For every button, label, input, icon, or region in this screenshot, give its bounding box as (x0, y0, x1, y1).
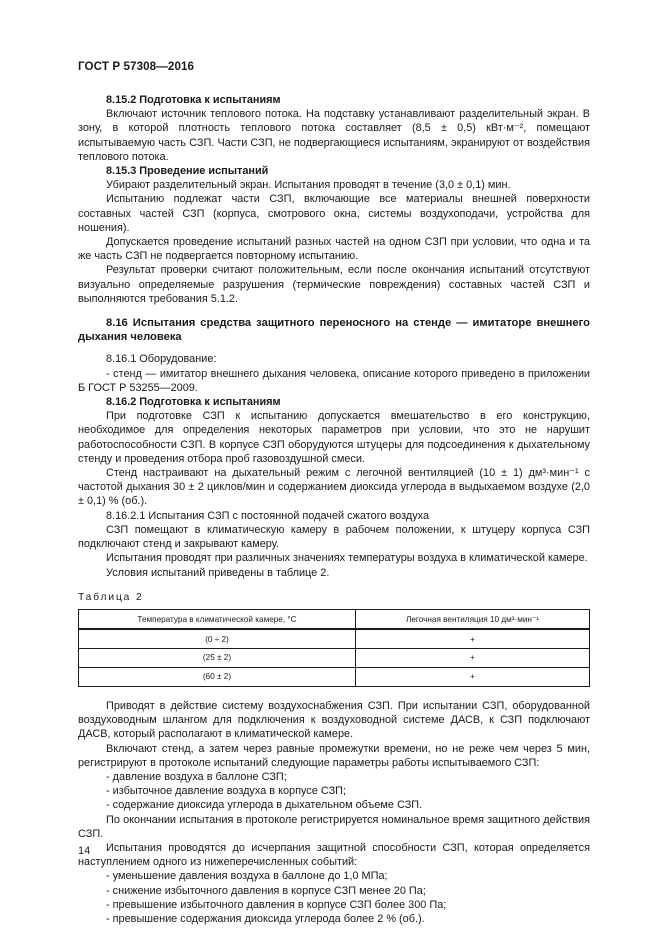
paragraph: Испытания проводятся до исчерпания защитной способности СЗП, которая определяется наступлением одного из нижеперечисленных событий: (78, 841, 590, 869)
table-caption: Таблица 2 (78, 591, 144, 603)
list-item: - превышение избыточного давления в корпусе СЗП более 300 Па; (106, 898, 447, 911)
paragraph: При подготовке СЗП к испытанию допускается вмешательство в его конструкцию, необходимое для определения некоторых параметров при условии, что это не нарушит работоспособности СЗП. В корпусе СЗП оборудуются штуцеры для подсоединения к дыхательному стенду и проведения отбора проб газовоздушной смеси. (78, 410, 590, 465)
table-cell: + (356, 629, 590, 648)
list-item: - уменьшение давления воздуха в баллоне до 1,0 МПа; (106, 870, 388, 883)
conditions-table (78, 609, 590, 687)
paragraph: Результат проверки считают положительным, если после окончания испытаний отсутствуют визуально определяемые разрушения (термические повреждения) составных частей СЗП и выполняются требования 5.1.2. (78, 264, 590, 305)
paragraph: Допускается проведение испытаний разных частей на одном СЗП при условии, что одна и та же часть СЗП не подвергается повторному испытанию. (78, 236, 590, 263)
table-row (79, 667, 590, 686)
subsection-heading-8-16-2: 8.16.2 Подготовка к испытаниям (106, 396, 281, 409)
list-item: - стенд — имитатор внешнего дыхания человека, описание которого приведено в приложении Б ГОСТ Р 53255—2009. (78, 367, 590, 394)
subsection-heading-8-15-2: 8.15.2 Подготовка к испытаниям (106, 94, 281, 106)
paragraph: Приводят в действие систему воздухоснабжения СЗП. При испытании СЗП, оборудованной воздуховодным шлангом для подключения к воздуховодной системе ДАСВ, к СЗП подключают ДАСВ, который располагают в климатической камере. (78, 699, 590, 741)
paragraph: Испытания проводят при различных значениях температуры воздуха в климатической камере. (106, 552, 588, 565)
table-cell: + (356, 648, 590, 667)
paragraph: Убирают разделительный экран. Испытания проводят в течение (3,0 ± 0,1) мин. (106, 179, 511, 192)
list-item: - снижение избыточного давления в корпусе СЗП менее 20 Па; (106, 884, 426, 897)
table-header-row (79, 609, 590, 629)
page-content (78, 93, 590, 926)
table-cell: (60 ± 2) (79, 667, 356, 686)
list-item: - превышение содержания диоксида углерода более 2 % (об.). (106, 912, 425, 925)
table-header-cell: Температура в климатической камере, °С (79, 609, 356, 629)
table-header-cell: Легочная вентиляция 10 дм³·мин⁻¹ (356, 609, 590, 629)
page-number: 14 (78, 845, 91, 857)
list-item: - содержание диоксида углерода в дыхательном объеме СЗП. (106, 799, 423, 812)
paragraph: СЗП помещают в климатическую камеру в рабочем положении, к штуцеру корпуса СЗП подключают стенд и закрывают камеру. (78, 523, 590, 551)
paragraph: Включают источник теплового потока. На подставку устанавливают разделительный экран. В зону, в которой плотность теплового потока составляет (8,5 ± 0,5) кВт·м⁻², помещают испытываемую часть СЗП. Части СЗП, не подвергающиеся испытаниям, экранируют от воздействия теплового потока. (78, 108, 590, 163)
paragraph: 8.16.2.1 Испытания СЗП с постоянной подачей сжатого воздуха (106, 509, 430, 522)
table-cell: (0 ÷ 2) (79, 629, 356, 648)
subsection-heading-8-15-3: 8.15.3 Проведение испытаний (106, 165, 269, 178)
paragraph: По окончании испытания в протоколе регистрируется номинальное время защитного действия СЗП. (78, 813, 590, 840)
table-row (79, 648, 590, 667)
paragraph: Включают стенд, а затем через равные промежутки времени, но не реже чем через 5 мин, регистрируют в протоколе испытаний следующие параметры работы испытываемого СЗП: (78, 742, 590, 769)
section-heading-8-16: 8.16 Испытания средства защитного переносного на стенде — имитаторе внешнего дыхания человека (78, 317, 590, 344)
table-row (79, 629, 590, 648)
list-item: - давление воздуха в баллоне СЗП; (106, 770, 287, 783)
paragraph: 8.16.1 Оборудование: (106, 353, 217, 366)
paragraph: Испытанию подлежат части СЗП, включающие все материалы внешней поверхности составных частей СЗП (корпуса, смотрового окна, системы воздухоподачи, устройства для ношения). (78, 193, 590, 234)
page-header-standard-id: ГОСТ Р 57308—2016 (78, 60, 195, 73)
list-item: - избыточное давление воздуха в корпусе СЗП; (106, 785, 347, 798)
table-cell: + (356, 667, 590, 686)
paragraph: Условия испытаний приведены в таблице 2. (106, 566, 330, 579)
paragraph: Стенд настраивают на дыхательный режим с легочной вентиляцией (10 ± 1) дм³·мин⁻¹ с частотой дыхания 30 ± 2 циклов/мин и содержанием диоксида углерода в выдыхаемом воздухе (2,0 ± 0,1) % (об.). (78, 467, 590, 508)
table-cell: (25 ± 2) (79, 648, 356, 667)
